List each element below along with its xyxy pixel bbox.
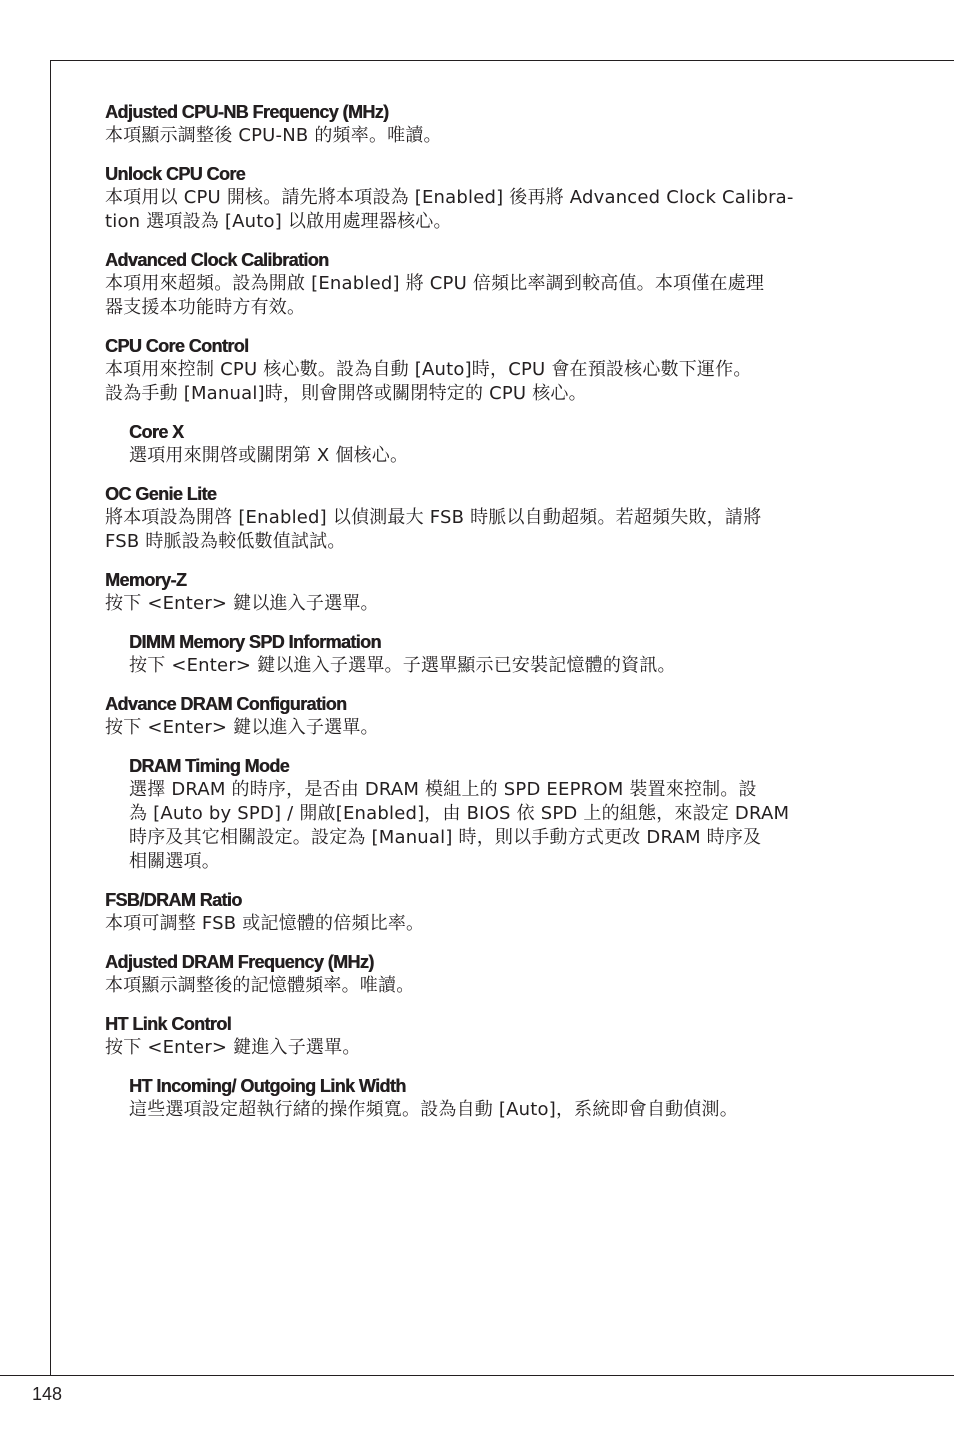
- section-title: CPU Core Control: [105, 336, 249, 356]
- section-title: Adjusted DRAM Frequency (MHz): [105, 952, 374, 972]
- page-number: 148: [32, 1384, 63, 1404]
- section-description: 按下 <Enter> 鍵以進入子選單。: [105, 593, 379, 614]
- section-title: Advance DRAM Configuration: [105, 694, 347, 714]
- top-border-line: [50, 60, 954, 61]
- section-title: Memory-Z: [105, 570, 187, 590]
- section-title: OC Genie Lite: [105, 484, 217, 504]
- section-title: Advanced Clock Calibration: [105, 250, 329, 270]
- section-memory-z: [105, 568, 830, 616]
- left-border-line: [50, 60, 51, 1375]
- manual-content: [105, 100, 830, 1136]
- section-title: Adjusted CPU-NB Frequency (MHz): [105, 102, 389, 122]
- section-description: 選項用來開啓或關閉第 X 個核心。: [129, 445, 409, 466]
- section-description: 本項用以 CPU 開核。請先將本項設為 [Enabled] 後再將 Advanced Clock Calibra- tion 選項設為 [Auto] 以啟用處理器核心。: [105, 187, 794, 232]
- subsection-core-x: [129, 420, 830, 468]
- section-adjusted-cpu-nb-frequency: [105, 100, 830, 148]
- section-adjusted-dram-frequency: [105, 950, 830, 998]
- section-description: 按下 <Enter> 鍵以進入子選單。子選單顯示已安裝記憶體的資訊。: [129, 655, 676, 676]
- section-description: 本項用來控制 CPU 核心數。設為自動 [Auto]時，CPU 會在預設核心數下運作。 設為手動 [Manual]時，則會開啓或關閉特定的 CPU 核心。: [105, 359, 752, 404]
- section-unlock-cpu-core: [105, 162, 830, 234]
- section-title: DIMM Memory SPD Information: [129, 632, 381, 652]
- section-ht-link-control: [105, 1012, 830, 1060]
- bottom-border-line: [0, 1375, 954, 1376]
- section-description: 選擇 DRAM 的時序，是否由 DRAM 模組上的 SPD EEPROM 裝置來控制。設 為 [Auto by SPD] / 開啟[Enabled]，由 BIOS 依 SPD 上的組態，來設定 DRAM 時序及其它相關設定。設定為 [Manual] 時，則以手動方式更改 DRAM 時序及 相關選項。: [129, 779, 790, 872]
- section-title: FSB/DRAM Ratio: [105, 890, 242, 910]
- section-description: 本項顯示調整後的記憶體頻率。唯讀。: [105, 975, 415, 996]
- section-description: 按下 <Enter> 鍵以進入子選單。: [105, 717, 379, 738]
- section-description: 本項用來超頻。設為開啟 [Enabled] 將 CPU 倍頻比率調到較高值。本項僅在處理 器支援本功能時方有效。: [105, 273, 765, 318]
- subsection-dimm-memory-spd-information: [129, 630, 830, 678]
- section-advance-dram-configuration: [105, 692, 830, 740]
- section-fsb-dram-ratio: [105, 888, 830, 936]
- subsection-dram-timing-mode: [129, 754, 830, 874]
- section-oc-genie-lite: [105, 482, 830, 554]
- section-description: 按下 <Enter> 鍵進入子選單。: [105, 1037, 361, 1058]
- section-title: DRAM Timing Mode: [129, 756, 290, 776]
- section-title: Unlock CPU Core: [105, 164, 246, 184]
- section-description: 將本項設為開啓 [Enabled] 以偵測最大 FSB 時脈以自動超頻。若超頻失敗，請將 FSB 時脈設為較低數值試試。: [105, 507, 762, 552]
- section-title: HT Incoming/ Outgoing Link Width: [129, 1076, 406, 1096]
- subsection-ht-incoming-outgoing-link-width: [129, 1074, 830, 1122]
- section-title: Core X: [129, 422, 184, 442]
- section-title: HT Link Control: [105, 1014, 231, 1034]
- section-description: 本項顯示調整後 CPU-NB 的頻率。唯讀。: [105, 125, 442, 146]
- section-advanced-clock-calibration: [105, 248, 830, 320]
- section-description: 本項可調整 FSB 或記憶體的倍頻比率。: [105, 913, 425, 934]
- section-description: 這些選項設定超執行緒的操作頻寬。設為自動 [Auto]，系統即會自動偵測。: [129, 1099, 738, 1120]
- section-cpu-core-control: [105, 334, 830, 406]
